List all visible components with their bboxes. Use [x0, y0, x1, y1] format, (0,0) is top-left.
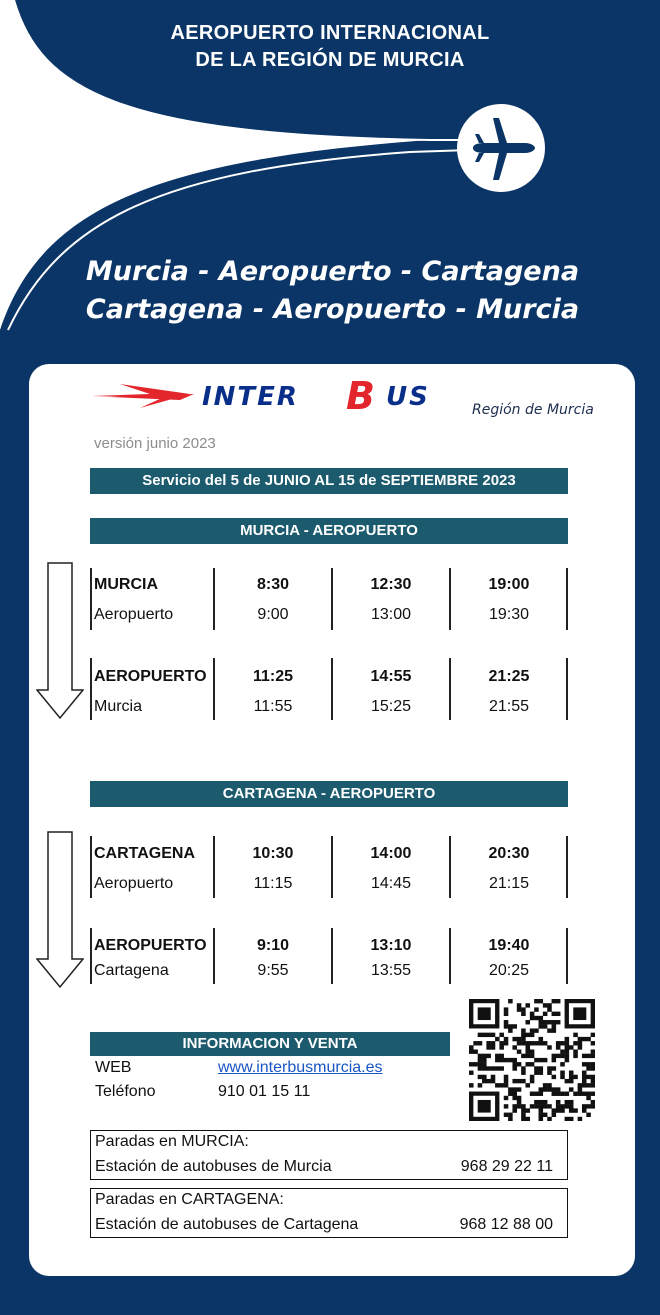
arrival-time: 15:25 — [370, 698, 412, 715]
stop-station: Estación de autobuses de Cartagena — [95, 1216, 359, 1233]
stop-station: Estación de autobuses de Murcia — [95, 1158, 332, 1175]
stop-heading: Paradas en MURCIA: — [95, 1133, 249, 1150]
down-arrow-icon — [36, 562, 84, 720]
stop-phone: 968 12 88 00 — [459, 1216, 553, 1233]
destination-stop: Aeropuerto — [94, 875, 174, 892]
stop-phone: 968 29 22 11 — [460, 1158, 553, 1175]
departure-time: 8:30 — [256, 576, 290, 593]
arrival-time: 11:55 — [253, 698, 293, 715]
departure-time: 10:30 — [252, 845, 294, 862]
web-label: WEB — [95, 1059, 132, 1076]
arrival-time: 21:15 — [488, 875, 530, 892]
stop-box-murcia — [90, 1130, 568, 1180]
interbus-logo — [90, 376, 620, 424]
table-row — [90, 662, 570, 692]
brand-inter: INTER — [202, 382, 299, 412]
table-row — [90, 956, 570, 986]
destination-stop: Aeropuerto — [94, 606, 174, 623]
stop-box-cartagena — [90, 1188, 568, 1238]
departure-time: 21:25 — [488, 668, 530, 685]
down-arrow-icon — [36, 831, 84, 989]
phone-label: Teléfono — [95, 1083, 156, 1100]
departure-time: 14:00 — [370, 845, 412, 862]
table-row — [90, 692, 570, 722]
web-link[interactable]: www.interbusmurcia.es — [218, 1059, 383, 1076]
destination-stop: Murcia — [94, 698, 143, 715]
brand-b: B — [346, 374, 377, 418]
table-row — [90, 600, 570, 630]
arrival-time: 9:55 — [257, 962, 289, 979]
header-title-line1: AEROPUERTO INTERNACIONAL — [170, 22, 490, 44]
info-title: INFORMACION Y VENTA — [90, 1032, 450, 1056]
origin-stop: MURCIA — [94, 576, 158, 593]
route-title-2: Cartagena - Aeropuerto - Murcia — [85, 294, 580, 325]
arrival-time: 13:00 — [370, 606, 412, 623]
section-title-murcia-aeropuerto: MURCIA - AEROPUERTO — [90, 518, 568, 544]
departure-time: 19:00 — [488, 576, 530, 593]
arrival-time: 20:25 — [488, 962, 530, 979]
destination-stop: Cartagena — [94, 962, 169, 979]
arrival-time: 14:45 — [370, 875, 412, 892]
table-row — [90, 839, 570, 869]
version-label: versión junio 2023 — [94, 435, 216, 452]
phone-value: 910 01 15 11 — [218, 1083, 311, 1100]
origin-stop: AEROPUERTO — [94, 937, 207, 954]
departure-time: 12:30 — [370, 576, 412, 593]
origin-stop: CARTAGENA — [94, 845, 196, 862]
departure-time: 20:30 — [488, 845, 530, 862]
section-title-cartagena-aeropuerto: CARTAGENA - AEROPUERTO — [90, 781, 568, 807]
stop-heading: Paradas en CARTAGENA: — [95, 1191, 284, 1208]
airplane-icon — [455, 102, 547, 194]
qr-code-icon[interactable] — [469, 999, 595, 1121]
arrival-time: 13:55 — [370, 962, 412, 979]
arrival-time: 11:15 — [253, 875, 293, 892]
departure-time: 14:55 — [370, 668, 412, 685]
departure-time: 13:10 — [370, 937, 412, 954]
table-row — [90, 869, 570, 899]
arrival-time: 19:30 — [488, 606, 530, 623]
arrival-time: 9:00 — [257, 606, 289, 623]
departure-time: 11:25 — [252, 668, 294, 685]
logo-swoosh-icon — [90, 376, 210, 416]
header-title-line2: DE LA REGIÓN DE MURCIA — [195, 49, 465, 71]
departure-time: 9:10 — [256, 937, 290, 954]
origin-stop: AEROPUERTO — [94, 668, 207, 685]
brand-us: US — [386, 382, 430, 412]
route-title-1: Murcia - Aeropuerto - Cartagena — [85, 256, 580, 287]
arrival-time: 21:55 — [488, 698, 530, 715]
brand-region: Región de Murcia — [472, 402, 594, 418]
service-bar: Servicio del 5 de JUNIO AL 15 de SEPTIEMBRE 2023 — [90, 468, 568, 494]
table-row — [90, 570, 570, 600]
departure-time: 19:40 — [488, 937, 530, 954]
